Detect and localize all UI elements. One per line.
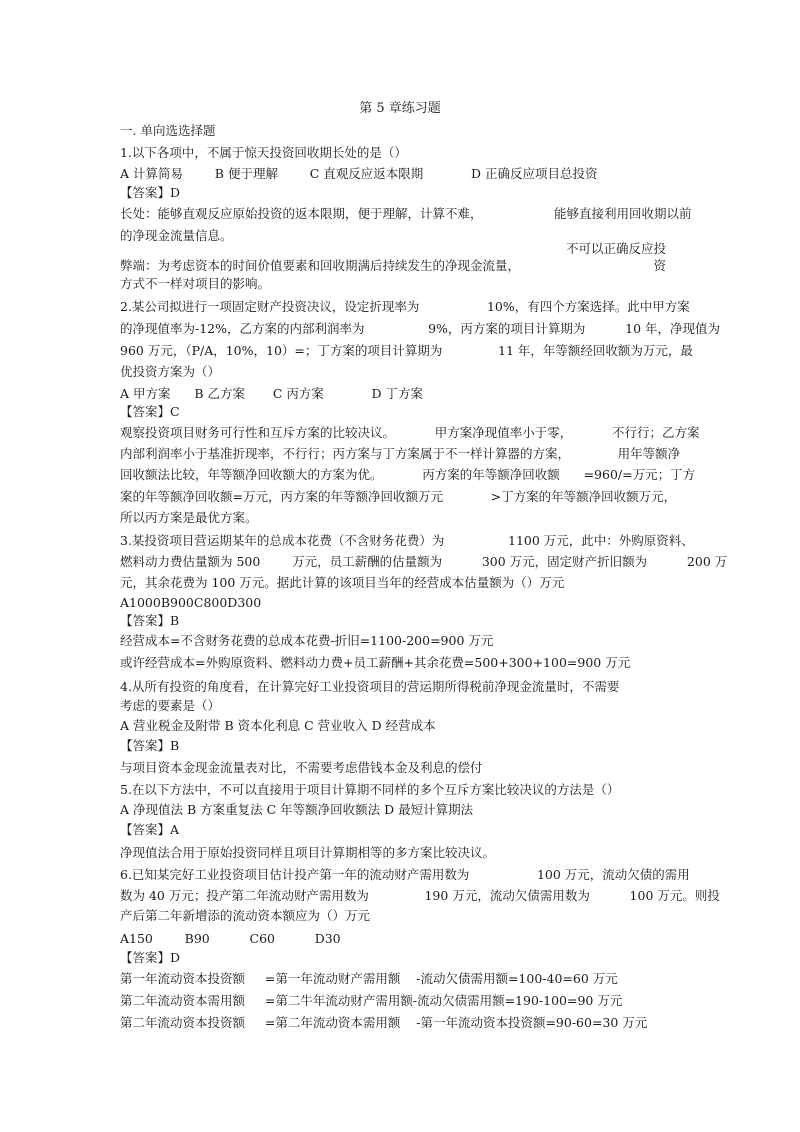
q2-explanation-line: 案的年等额净回收额=万元，丙方案的年等额净回收额万元 >丁方案的年等额净回收额万元， — [120, 489, 677, 504]
q1-explanation-line: 弊端：为考虑资本的时间价值要素和回收期满后持续发生的净现金流量， — [120, 258, 521, 273]
page-title: 第 5 章练习题 — [359, 101, 441, 116]
q5-stem: 5.在以下方法中，不可以直接用于项目计算期不同样的多个互斥方案比较决议的方法是（） — [120, 782, 620, 797]
q3-answer: 【答案】B — [120, 613, 180, 628]
q1-options: A 计算简易 B 便于理解 C 直观反应返本限期 D 正确反应项目总投资 — [120, 166, 598, 181]
q5-explanation-line: 净现值法合用于原始投资同样且项目计算期相等的多方案比较决议。 — [120, 845, 496, 860]
q2-explanation-line: 内部利润率小于基准折现率，不行行；丙方案与丁方案属于不一样计算器的方案， 用年等额净 — [120, 446, 681, 461]
q2-explanation-line: 观察投资项目财务可行性和互斥方案的比较决议。 甲方案净现值率小于零， 不行行；乙方案 — [120, 425, 700, 440]
q2-answer: 【答案】C — [120, 404, 180, 419]
q6-explanation-line: 第二年流动资本需用额 =第二牛年流动财产需用额-流动欠债需用额=190-100=90 万元 — [120, 993, 623, 1008]
q2-explanation-line: 回收额法比较，年等额净回收额大的方案为优。 丙方案的年等额净回收额 =960/=万元；丁方 — [120, 467, 696, 482]
section-heading: 一. 单向选选择题 — [120, 123, 216, 138]
q3-explanation-line: 或许经营成本=外购原资料、燃料动力费+员工薪酬+其余花费=500+300+100=900 万元 — [120, 655, 631, 670]
q6-explanation-line: 第一年流动资本投资额 =第一年流动财产需用额 -流动欠债需用额=100-40=60 万元 — [120, 971, 618, 986]
q6-options: A150 B90 C60 D30 — [120, 931, 341, 946]
q1-explanation-line: 的净现金流量信息。 — [120, 228, 233, 243]
q2-stem-line: 960 万元，（P/A，10%，10）=；丁方案的项目计算期为 11 年，年等额经回收额为万元，最 — [120, 343, 693, 358]
q4-answer: 【答案】B — [120, 738, 180, 753]
q6-stem-line: 数为 40 万元；投产第二年流动财产需用数为 190 万元，流动欠债需用数为 100 万元。则投 — [120, 888, 720, 903]
q2-options: A 甲方案 B 乙方案 C 丙方案 D 丁方案 — [120, 386, 424, 401]
q2-stem-line: 的净现值率为-12%，乙方案的内部利润率为 9%，丙方案的项目计算期为 10 年，净现值为 — [120, 321, 721, 336]
q1-explanation-line: 长处：能够直观反应原始投资的返本限期，便于理解，计算不难， 能够直接利用回收期以前 — [120, 206, 692, 221]
q4-explanation-line: 与项目资本金现金流量表对比，不需要考虑借钱本金及利息的偿付 — [120, 760, 483, 775]
q1-answer: 【答案】D — [120, 185, 181, 200]
q2-explanation-line: 所以丙方案是最优方案。 — [120, 510, 258, 525]
q3-stem-line: 燃料动力费估量额为 500 万元，员工薪酬的估量额为 300 万元，固定财产折旧额为 200 万 — [120, 554, 728, 569]
q5-options: A 净现值法 B 方案重复法 C 年等额净回收额法 D 最短计算期法 — [120, 802, 474, 817]
q1-explanation-right: 资 — [653, 258, 666, 273]
q1-stem: 1.以下各项中，不属于惊天投资回收期长处的是（） — [120, 145, 407, 160]
q2-stem-line: 2.某公司拟进行一项固定财产投资决议，设定折现率为 10%，有四个方案选择。此中甲方案 — [120, 299, 690, 314]
q5-answer: 【答案】A — [120, 822, 180, 837]
q4-options: A 营业税金及附带 B 资本化利息 C 营业收入 D 经营成本 — [120, 718, 436, 733]
q6-explanation-line: 第二年流动资本投资额 =第二年流动资本需用额 -第一年流动资本投资额=90-60=30 万元 — [120, 1015, 648, 1030]
q6-stem-line: 产后第二年新增添的流动资本额应为（）万元 — [120, 908, 371, 923]
q3-stem-line: 元，其余花费为 100 万元。据此计算的该项目当年的经营成本估量额为（）万元 — [120, 575, 565, 590]
q1-explanation-line: 方式不一样对项目的影响。 — [120, 276, 271, 291]
q6-answer: 【答案】D — [120, 950, 181, 965]
q3-options: A1000B900C800D300 — [120, 595, 262, 610]
q6-stem-line: 6.已知某完好工业投资项目估计投产第一年的流动财产需用数为 100 万元，流动欠债的需用 — [120, 867, 690, 882]
q4-stem-line: 考虑的要素是（） — [120, 698, 221, 713]
q1-explanation-right: 不可以正确反应投 — [565, 241, 666, 256]
q3-stem-line: 3.某投资项目营运期某年的总成本花费（不含财务花费）为 1100 万元，此中：外购原资料、 — [120, 533, 694, 548]
q2-stem-line: 优投资方案为（） — [120, 364, 221, 379]
q4-stem-line: 4.从所有投资的角度看，在计算完好工业投资项目的营运期所得税前净现金流量时，不需要 — [120, 679, 620, 694]
q3-explanation-line: 经营成本=不含财务花费的总成本花费-折旧=1100-200=900 万元 — [120, 633, 494, 648]
